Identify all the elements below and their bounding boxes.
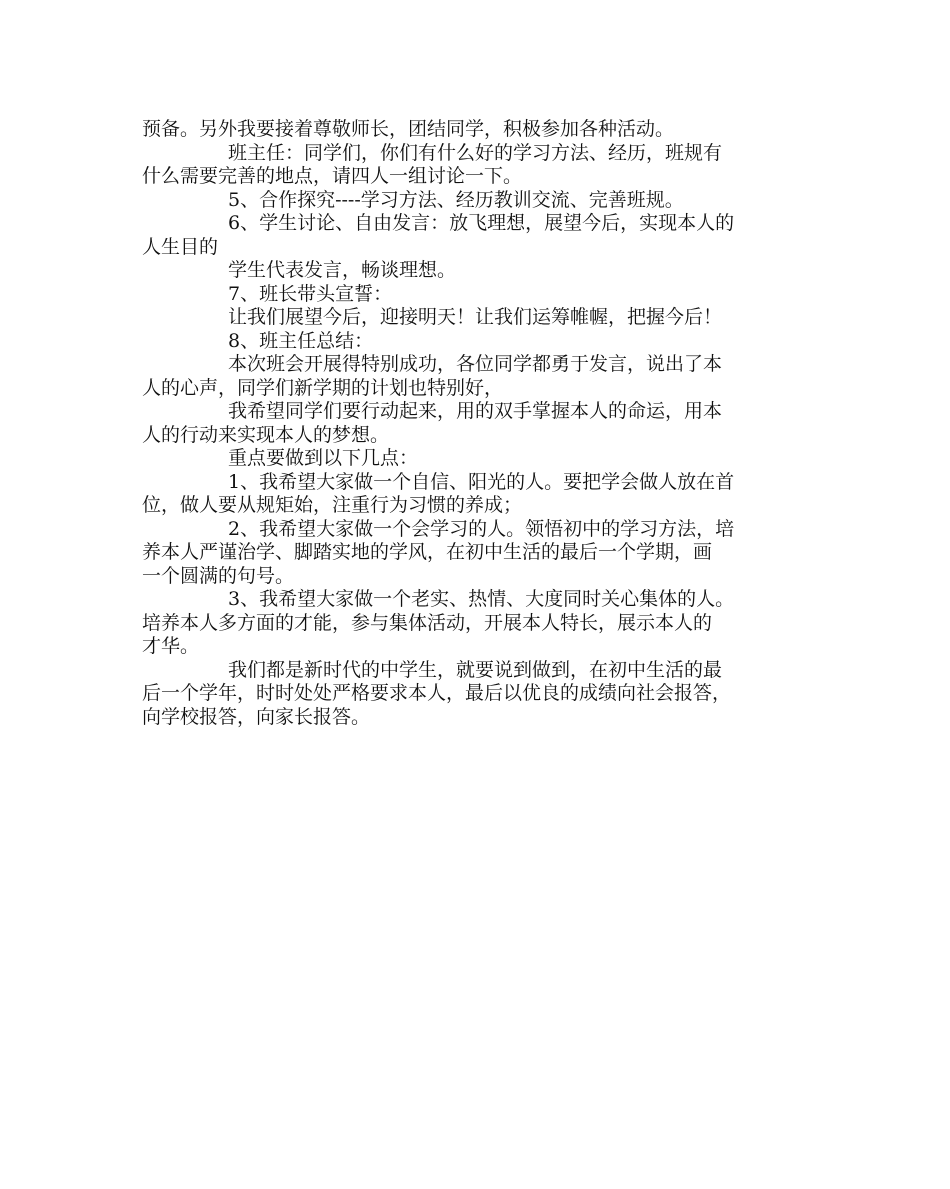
text-line: 位，做人要从规矩始，注重行为习惯的养成； xyxy=(142,494,523,516)
text-line: 才华。 xyxy=(142,635,200,657)
text-line: 班主任：同学们，你们有什么好的学习方法、经历，班规有 xyxy=(228,141,723,164)
text-line: 7、班长带头宣誓： xyxy=(228,282,393,305)
text-line: 重点要做到以下几点： xyxy=(228,447,419,469)
text-line: 培养本人多方面的才能，参与集体活动，开展本人特长，展示本人的 xyxy=(142,611,713,634)
text-line: 人的心声，同学们新学期的计划也特别好， xyxy=(142,376,504,399)
text-line: 一个圆满的句号。 xyxy=(142,564,295,587)
text-line: 我希望同学们要行动起来，用的双手掌握本人的命运，用本 xyxy=(228,400,723,422)
text-line: 人的行动来实现本人的梦想。 xyxy=(142,423,390,446)
text-line: 什么需要完善的地点，请四人一组讨论一下。 xyxy=(142,165,523,187)
document-body xyxy=(142,118,814,729)
text-line: 1、我希望大家做一个自信、阳光的人。要把学会做人放在首 xyxy=(228,470,735,493)
text-line: 让我们展望今后，迎接明天！让我们运筹帷幄，把握今后！ xyxy=(228,306,723,328)
text-line: 向学校报答，向家长报答。 xyxy=(142,705,371,728)
text-line: 本次班会开展得特别成功，各位同学都勇于发言，说出了本 xyxy=(228,353,723,375)
text-line: 养本人严谨治学、脚踏实地的学风，在初中生活的最后一个学期，画 xyxy=(142,541,713,563)
text-line: 6、学生讨论、自由发言：放飞理想，展望今后，实现本人的 xyxy=(228,212,735,234)
text-line: 2、我希望大家做一个会学习的人。领悟初中的学习方法，培 xyxy=(228,517,735,540)
text-line: 人生目的 xyxy=(142,235,219,258)
text-line: 后一个学年，时时处处严格要求本人，最后以优良的成绩向社会报答， xyxy=(142,682,732,704)
text-line: 3、我希望大家做一个老实、热情、大度同时关心集体的人。 xyxy=(228,588,735,610)
text-line: 8、班主任总结： xyxy=(228,329,374,352)
text-line: 预备。另外我要接着尊敬师长，团结同学，积极参加各种活动。 xyxy=(142,118,675,140)
text-line: 我们都是新时代的中学生，就要说到做到，在初中生活的最 xyxy=(228,658,723,681)
text-line: 学生代表发言，畅谈理想。 xyxy=(228,259,457,281)
text-line: 5、合作探究----学习方法、经历教训交流、完善班规。 xyxy=(228,188,684,211)
